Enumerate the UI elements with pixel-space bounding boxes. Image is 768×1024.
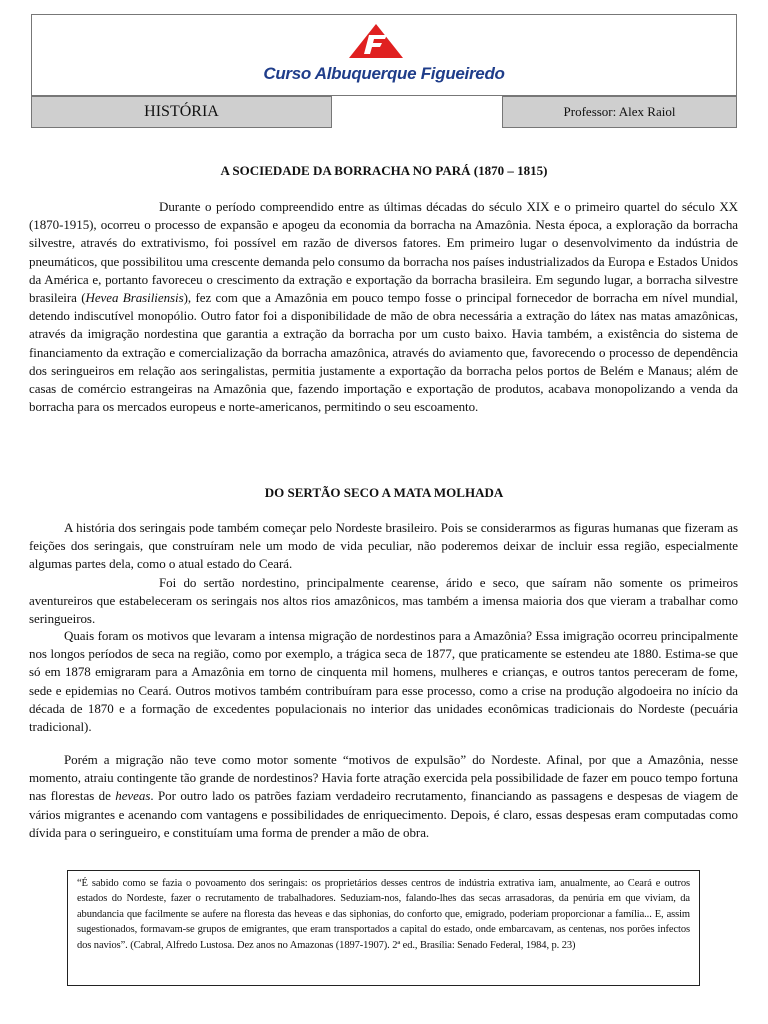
paragraph-intro-part-b: ), fez com que a Amazônia em pouco tempo fosse o principal fornecedor de borracha em nível mundial, detendo indiscutível monopólio. Outro fator foi a disponibilidade de mão de obra necessária a extração do látex nas matas amazônicas, através da imigração nordestina que garantia a extração da borracha por um custo baixo. Havia também, a existência do sistema de financiamento da extração e comercialização da borracha amazônica, através do aviamento que, favorecendo o processo de dependência dos seringueiros em relação aos seringalistas, permitia justamente a exportação da borracha pelos portos de Belém e Manaus; além de casas de comércio estrangeiras na Amazônia que, fazendo importação e exportação de produtos, acabava monopolizando a venda da borracha para os mercados europeus e norte-americanos, permitindo o seu escoamento. bbox=[29, 290, 738, 415]
paragraph-motivos-text: Quais foram os motivos que levaram a intensa migração de nordestinos para a Amazônia? Essa imigração ocorreu principalmente nos longos períodos de seca na região, como por exemplo, a trágica seca de 1877, que praticamente se estendeu ate 1880. Estima-se que só em 1878 emigraram para a Amazônia em torno de cinquenta mil homens, mulheres e crianças, e outros tantos pereceram de fome, sede e epidemias no Ceará. Outros motivos também contribuíram para esse processo, como a crise na produção algodoeira no início da década de 1870 e a formação de excedentes populacionais no interior das unidades econômicas tradicionais do Nordeste (pecuária tradicional). bbox=[29, 628, 738, 735]
paragraph-migracao-part-a: Porém a migração não teve como motor somente “motivos de expulsão” do Nordeste. Afinal, por que a Amazônia, nesse momento, atraiu contingente tão grande de nordestinos? Havia forte atração exercida pela possibilidade de fazer em pouco tempo fortuna nas florestas de bbox=[29, 752, 738, 804]
paragraph-motivos bbox=[29, 627, 738, 736]
paragraph-sertao-text: Foi do sertão nordestino, principalmente cearense, árido e seco, que saíram não somente os primeiros aventureiros que estabeleceram os seringais nos altos rios amazônicos, mas também a imensa maioria dos que vieram a trabalhar como seringueiros. bbox=[29, 575, 738, 627]
professor-label: Professor: Alex Raiol bbox=[502, 96, 737, 128]
school-logo-icon bbox=[349, 24, 403, 58]
paragraph-intro bbox=[29, 198, 738, 416]
school-name: Curso Albuquerque Figueiredo bbox=[263, 64, 505, 83]
paragraph-intro-part-a: Durante o período compreendido entre as últimas décadas do século XIX e o primeiro quartel do século XX (1870-1915), ocorreu o processo de expansão e apogeu da economia da borracha na Amazônia. Nesta época, a exploração da borracha silvestre, através do extrativismo, foi possível em razão de diversos fatores. Em primeiro lugar o desenvolvimento da indústria de pneumáticos, que possibilitou uma crescente demanda pelo consumo da borracha nos países industrializados da Europa e Estados Unidos da América e, portanto favoreceu o crescimento da extração e exportação da borracha brasileira. Em segundo lugar, a borracha silvestre brasileira ( bbox=[29, 199, 738, 306]
subject-label: HISTÓRIA bbox=[31, 96, 332, 128]
paragraph-sertao bbox=[29, 574, 738, 629]
paragraph-nordeste-text: A história dos seringais pode também começar pelo Nordeste brasileiro. Pois se considerarmos as figuras humanas que fizeram as feições dos seringais, que construíram nele um modo de vida peculiar, não poderemos deixar de incluir essa região, especialmente algumas partes dela, como o atual estado do Ceará. bbox=[29, 520, 738, 572]
paragraph-migracao-part-b: . Por outro lado os patrões faziam verdadeiro recrutamento, financiando as passagens e despesas de viagem de vários migrantes e acenando com vantagens e possibilidades de enriquecimento. Depois, é claro, essas despesas eram computadas como dívida para o seringueiro, e constituíam uma forma de prender a mão de obra. bbox=[29, 788, 738, 840]
paragraph-migracao bbox=[29, 751, 738, 842]
paragraph-intro-italic: Hevea Brasiliensis bbox=[85, 290, 184, 306]
document-title: A SOCIEDADE DA BORRACHA NO PARÁ (1870 – 1815) bbox=[220, 163, 548, 178]
paragraph-nordeste bbox=[29, 519, 738, 574]
quote-box bbox=[67, 870, 700, 986]
paragraph-migracao-italic: heveas bbox=[115, 788, 151, 804]
quote-text: “É sabido como se fazia o povoamento dos seringais: os proprietários desses centros de indústria extrativa iam, anualmente, ao Ceará e outros estados do Nordeste, fazer o recrutamento de trabalhadores. Seduziam-nos, falando-lhes das secas arrasadoras, da penúria em que viviam, da abundancia que facilmente se aufere na floresta das heveas e das siphonias, do conforto que, emigrado, poderiam proporcionar a família... E, assim sugestionados, formavam-se grupos de emigrantes, que eram transportados a capital do estado, onde embarcavam, as centenas, nos porões infectos dos navios”. (Cabral, Alfredo Lustosa. Dez anos no Amazonas (1897-1907). 2ª ed., Brasília: Senado Federal, 1984, p. 23) bbox=[77, 878, 690, 951]
section-title: DO SERTÃO SECO A MATA MOLHADA bbox=[264, 485, 504, 500]
